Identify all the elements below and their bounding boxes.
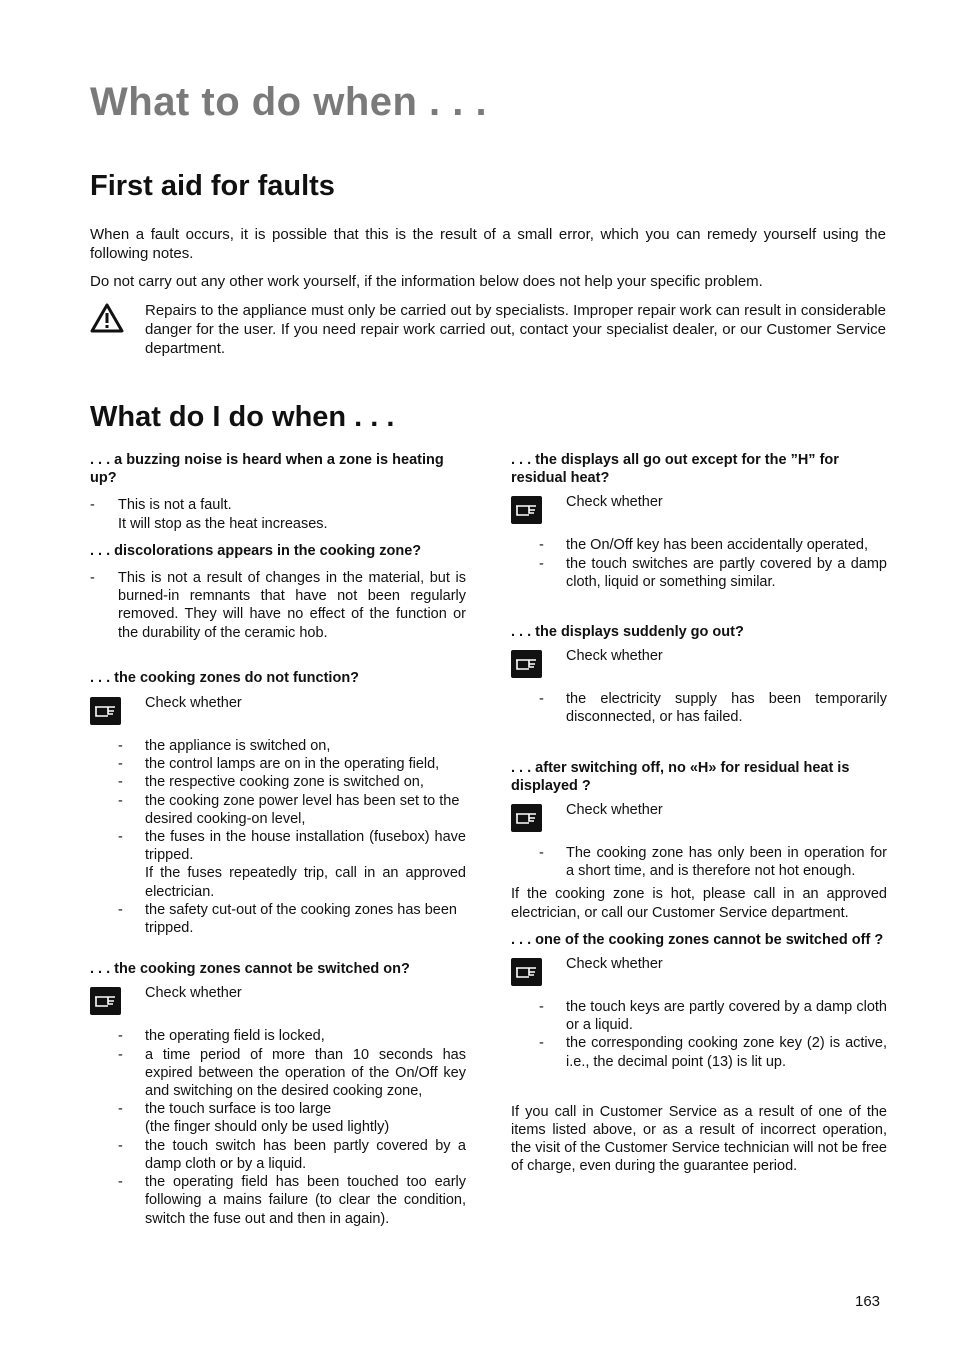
dash: -	[539, 845, 544, 862]
dash: -	[118, 792, 123, 809]
check-list	[90, 737, 466, 937]
item-text: a time period of more than 10 seconds has expired between the operation of the On/Off key and switching on the desired cooking zone,	[145, 1046, 466, 1100]
intro-paragraph-2: Do not carry out any other work yourself, if the information below does not help your specific problem.	[90, 273, 763, 290]
dash: -	[90, 497, 95, 514]
check-row	[90, 987, 466, 1027]
warning-triangle-icon	[90, 303, 124, 333]
residual-heat-note: If the cooking zone is hot, please call in an approved electrician, or call our Customer Service department.	[511, 886, 887, 921]
check-list	[511, 536, 887, 591]
dash: -	[539, 691, 544, 708]
check-row	[511, 958, 887, 998]
question-cannot-switch-on: . . . the cooking zones cannot be switched on?	[90, 961, 410, 978]
check-list	[90, 1027, 466, 1227]
dash: -	[90, 570, 95, 587]
pointing-hand-icon	[90, 987, 121, 1015]
list-item	[539, 844, 887, 880]
question-discolorations: . . . discolorations appears in the cooking zone?	[90, 542, 422, 559]
item-text: the touch keys are partly covered by a damp cloth or a liquid.	[566, 999, 887, 1034]
item-text: the appliance is switched on,	[145, 738, 331, 755]
question-no-residual-heat: . . . after switching off, no «H» for residual heat is displayed ?	[511, 759, 850, 794]
dash: -	[118, 1101, 123, 1118]
question-buzzing: . . . a buzzing noise is heard when a zone is heating up?	[90, 452, 444, 487]
check-list	[511, 998, 887, 1071]
list-item	[118, 1137, 466, 1173]
list-item	[539, 555, 887, 591]
question-cannot-switch-off: . . . one of the cooking zones cannot be switched off ?	[511, 931, 884, 948]
page-title: What to do when . . .	[90, 80, 488, 124]
item-text: the respective cooking zone is switched on,	[145, 774, 424, 791]
item-text: the corresponding cooking zone key (2) is active, i.e., the decimal point (13) is lit up.	[566, 1035, 887, 1070]
item-text: the On/Off key has been accidentally operated,	[566, 537, 869, 554]
list-item	[118, 828, 466, 901]
item-text: the operating field has been touched too early following a mains failure (to clear the condition, switch the fuse out and then in again).	[145, 1174, 466, 1227]
check-whether-label: Check whether	[566, 494, 663, 511]
item-text: the cooking zone power level has been set to the desired cooking‑on level,	[145, 792, 460, 827]
page-number: 163	[855, 1293, 881, 1310]
check-list	[511, 844, 887, 880]
pointing-hand-icon	[511, 804, 542, 832]
pointing-hand-icon	[511, 496, 542, 524]
dash: -	[539, 999, 544, 1016]
list-item	[118, 1173, 466, 1228]
dash: -	[118, 738, 123, 755]
check-whether-label: Check whether	[145, 985, 242, 1002]
list-item	[90, 496, 466, 532]
pointing-hand-icon	[511, 650, 542, 678]
list-item	[539, 536, 887, 554]
dash: -	[118, 901, 123, 918]
section-heading-what-do: What do I do when . . .	[90, 401, 395, 433]
item-text: the fuses in the house installation (fusebox) have tripped.	[145, 829, 466, 864]
dash: -	[118, 1137, 123, 1154]
list-item	[539, 1034, 887, 1070]
dash: -	[118, 1046, 123, 1063]
pointing-hand-icon	[511, 958, 542, 986]
customer-service-note: If you call in Customer Service as a result of one of the items listed above, or as a result of incorrect operation, the visit of the Customer Service technician will not be free of charge, even during the guarantee period.	[511, 1103, 887, 1175]
dash: -	[118, 829, 123, 846]
check-row	[511, 650, 887, 690]
check-whether-label: Check whether	[566, 648, 663, 665]
dash: -	[539, 555, 544, 572]
check-whether-label: Check whether	[566, 802, 663, 819]
check-list	[511, 690, 887, 726]
list-item	[118, 755, 466, 773]
answer-text: This is not a result of changes in the material, but is burned‑in remnants that have not been regularly removed. They will have no effect of the function or the durability of the ceramic hob.	[118, 570, 466, 641]
check-row	[511, 804, 887, 844]
dash: -	[539, 537, 544, 554]
dash: -	[118, 756, 123, 773]
check-row	[511, 496, 887, 536]
item-text: the touch switches are partly covered by a damp cloth, liquid or something similar.	[566, 555, 887, 590]
list-item	[118, 1027, 466, 1045]
list-item	[118, 773, 466, 791]
item-text: the touch switch has been partly covered by a damp cloth or by a liquid.	[145, 1137, 466, 1172]
item-text: the operating field is locked,	[145, 1028, 325, 1045]
question-displays-go-out-except-h: . . . the displays all go out except for the ”H” for residual heat?	[511, 452, 839, 487]
item-text: the safety cut‑out of the cooking zones has been tripped.	[145, 901, 457, 937]
list-item	[118, 1100, 466, 1136]
check-whether-label: Check whether	[566, 956, 663, 973]
item-note: If the fuses repeatedly trip, call in an approved electrician.	[145, 865, 466, 900]
dash: -	[118, 774, 123, 791]
right-column	[511, 451, 887, 1176]
item-note: (the finger should only be used lightly)	[145, 1119, 390, 1136]
warning-text: Repairs to the appliance must only be carried out by specialists. Improper repair work can result in considerable danger for the user. If you need repair work carried out, contact your specialist dealer, or our Customer Service department.	[145, 302, 886, 357]
check-whether-label: Check whether	[145, 695, 242, 712]
list-item	[90, 569, 466, 642]
question-displays-go-out: . . . the displays suddenly go out?	[511, 624, 744, 641]
item-text: the touch surface is too large	[145, 1101, 332, 1118]
check-row	[90, 697, 466, 737]
question-not-function: . . . the cooking zones do not function?	[90, 669, 360, 686]
intro-paragraph-1: When a fault occurs, it is possible that this is the result of a small error, which you can remedy yourself using the following notes.	[90, 226, 886, 262]
item-text: The cooking zone has only been in operation for a short time, and is therefore not hot enough.	[566, 845, 887, 880]
list-item	[539, 998, 887, 1034]
pointing-hand-icon	[90, 697, 121, 725]
answer-text: It will stop as the heat increases.	[118, 515, 328, 532]
list-item	[118, 901, 466, 937]
item-text: the control lamps are on in the operating field,	[145, 756, 440, 773]
list-item	[118, 737, 466, 755]
section-heading-first-aid: First aid for faults	[90, 170, 335, 202]
left-column	[90, 451, 466, 1228]
item-text: the electricity supply has been temporarily disconnected, or has failed.	[566, 691, 887, 726]
list-item	[118, 792, 466, 828]
dash: -	[118, 1028, 123, 1045]
answer-text: This is not a fault.	[118, 497, 232, 514]
dash: -	[539, 1035, 544, 1052]
list-item	[118, 1046, 466, 1101]
list-item	[539, 690, 887, 726]
dash: -	[118, 1174, 123, 1191]
